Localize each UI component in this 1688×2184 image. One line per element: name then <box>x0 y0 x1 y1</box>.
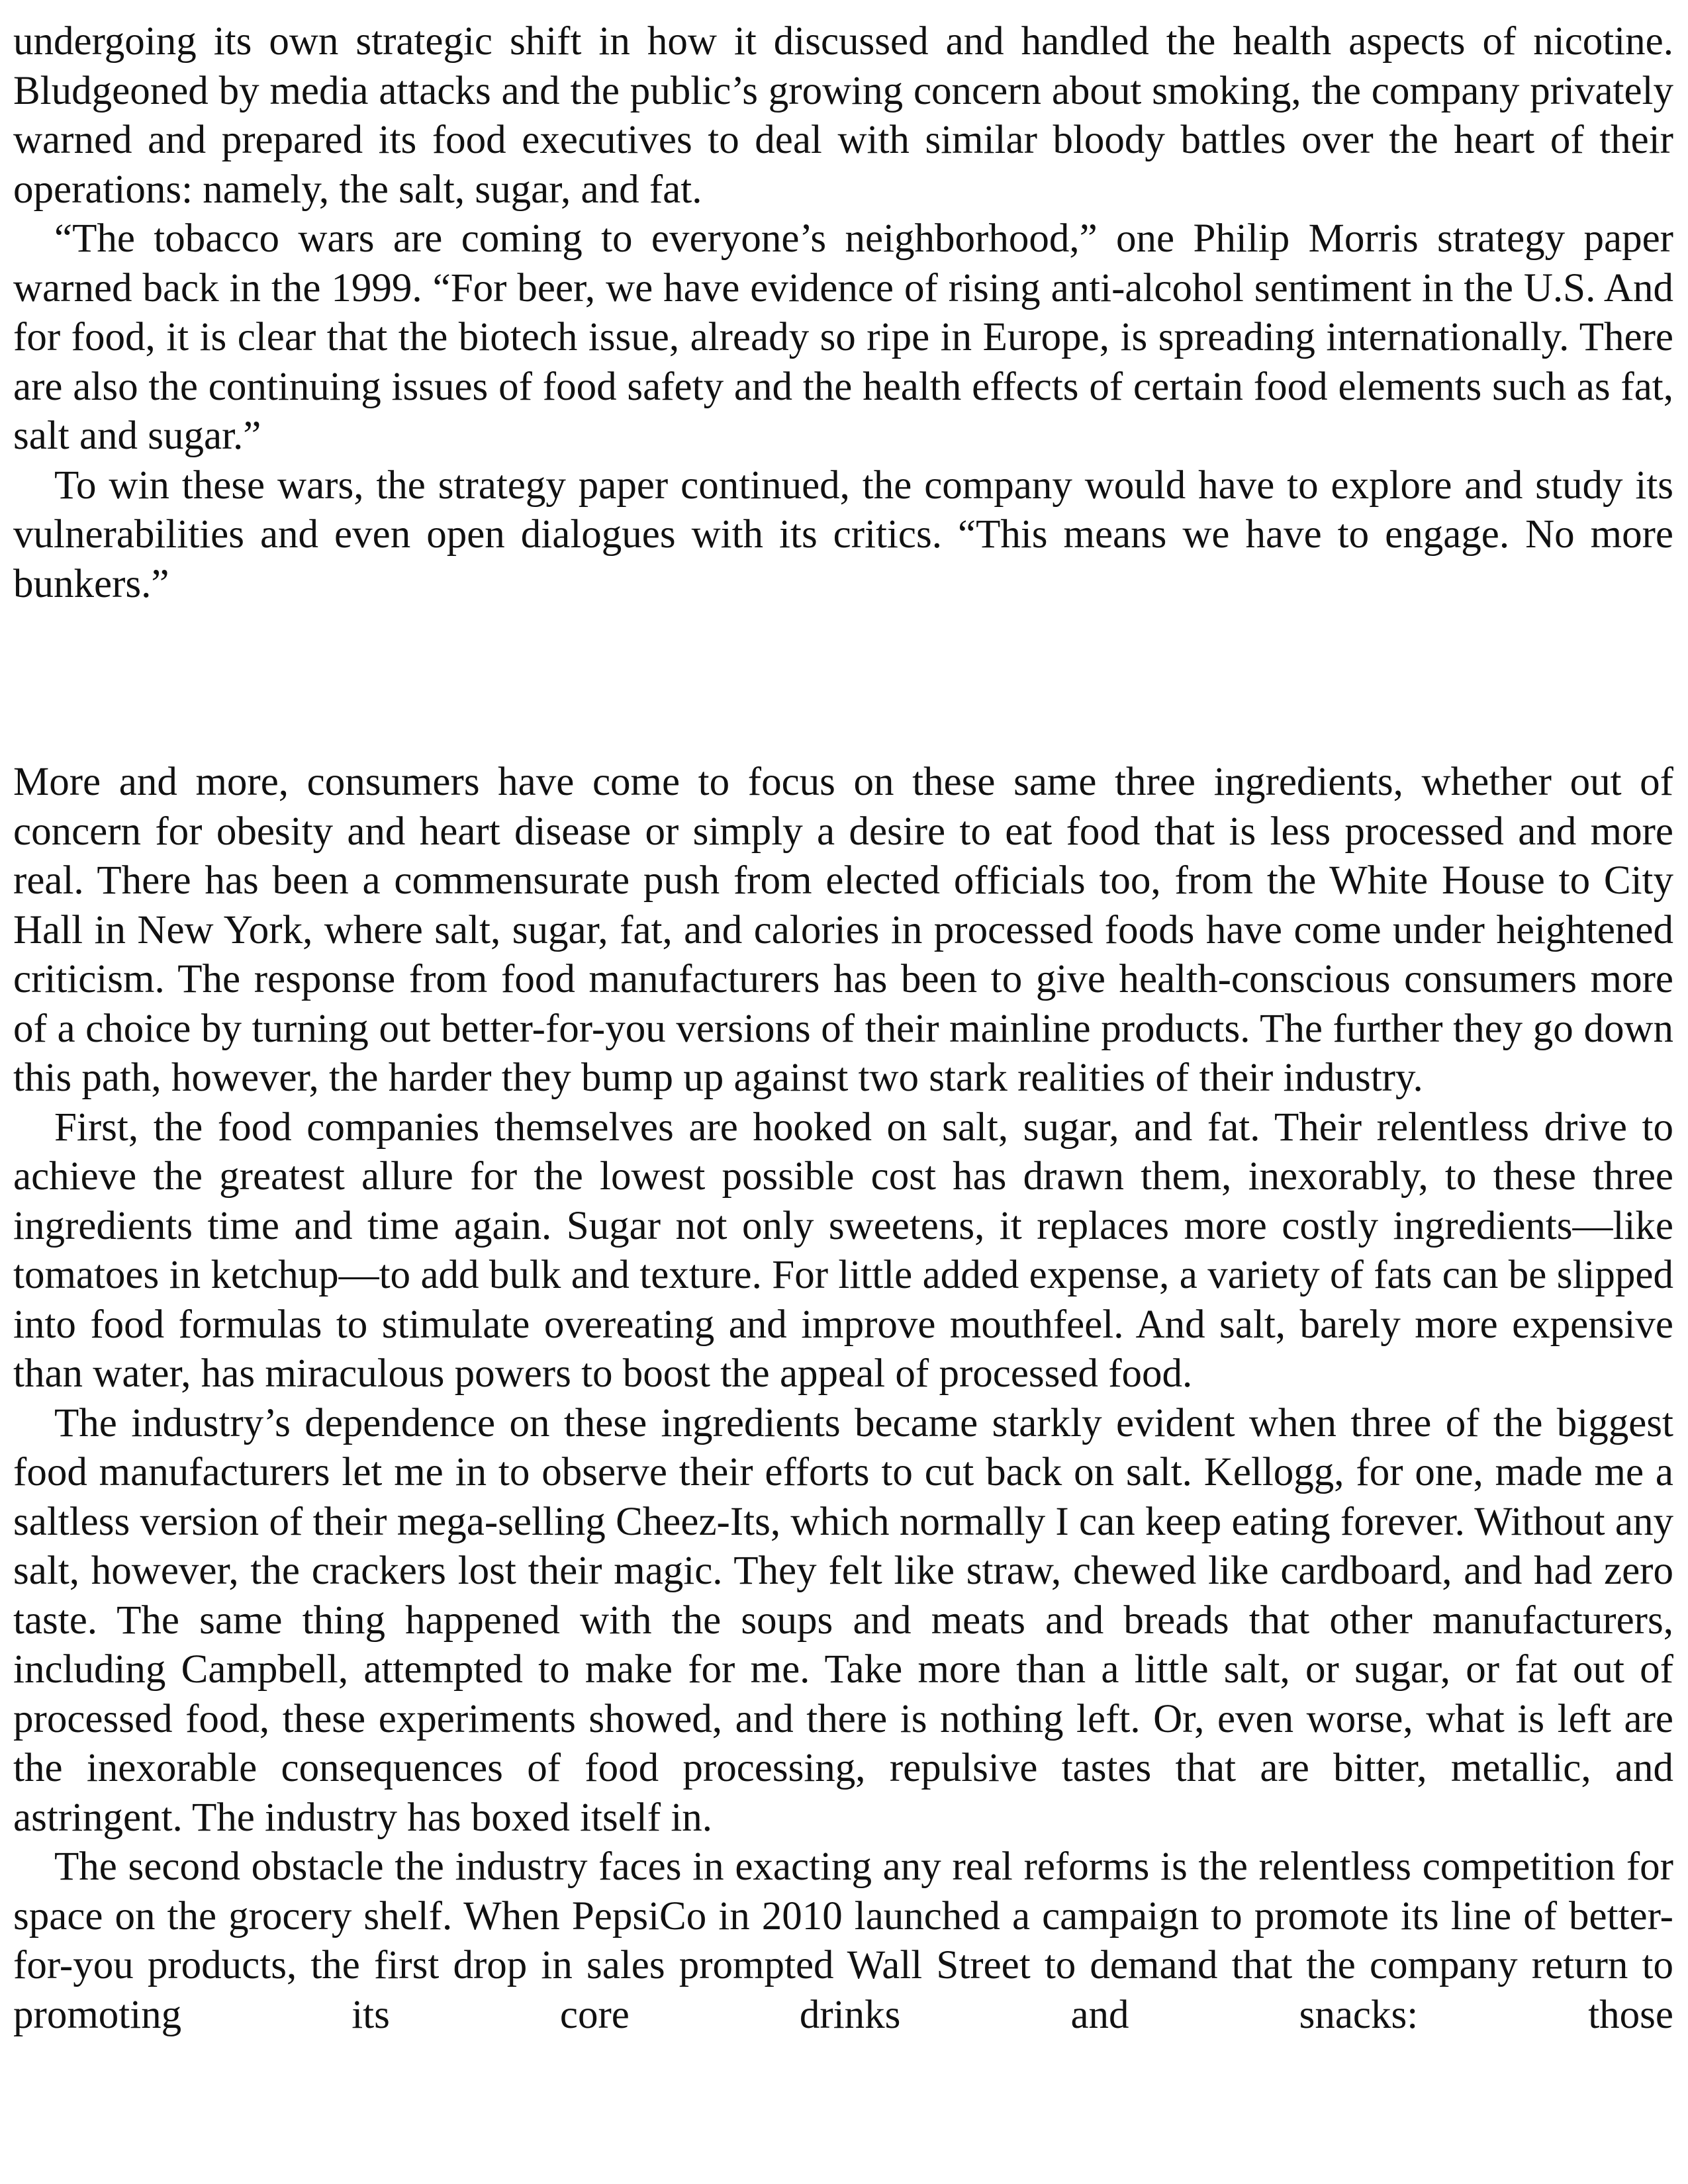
paragraph: The industry’s dependence on these ingredients became starkly evident when three of the biggest food manufacturers let me in to observe their efforts to cut back on salt. Kellogg, for one, made me a saltless version of their mega-selling Cheez-Its, which normally I can keep eating forever. Without any salt, however, the crackers lost their magic. They felt like straw, chewed like cardboard, and had zero taste. The same thing happened with the soups and meats and breads that other manufacturers, including Campbell, attempted to make for me. Take more than a little salt, or sugar, or fat out of processed food, these experiments showed, and there is nothing left. Or, even worse, what is left are the inexorable consequences of food processing, repulsive tastes that are bitter, metallic, and astringent. The industry has boxed itself in. <box>13 1400 1673 1840</box>
paragraph: undergoing its own strategic shift in how it discussed and handled the health aspects of nicotine. Bludgeoned by media attacks and the public’s growing concern about smoking, the company privately warned and prepared its food executives to deal with similar bloody battles over the heart of their operations: namely, the salt, sugar, and fat. <box>13 19 1673 212</box>
text-section-1 <box>13 17 1673 609</box>
book-page <box>13 17 1673 2175</box>
paragraph: To win these wars, the strategy paper continued, the company would have to explore and study its vulnerabilities and even open dialogues with its critics. “This means we have to engage. No more bunkers.” <box>13 463 1673 606</box>
paragraph: More and more, consumers have come to focus on these same three ingredients, whether out of concern for obesity and heart disease or simply a desire to eat food that is less processed and more real. There has been a commensurate push from elected officials too, from the White House to City Hall in New York, where salt, sugar, fat, and calories in processed foods have come under heightened criticism. The response from food manufacturers has been to give health-conscious consumers more of a choice by turning out better-for-you versions of their mainline products. The further they go down this path, however, the harder they bump up against two stark realities of their industry. <box>13 760 1673 1100</box>
paragraph: “The tobacco wars are coming to everyone’s neighborhood,” one Philip Morris strategy paper warned back in the 1999. “For beer, we have evidence of rising anti-alcohol sentiment in the U.S. And for food, it is clear that the biotech issue, already so ripe in Europe, is spreading internationally. There are also the continuing issues of food safety and the health effects of certain food elements such as fat, salt and sugar.” <box>13 216 1673 458</box>
text-section-2 <box>13 758 1673 2040</box>
section-break <box>13 609 1673 758</box>
paragraph: First, the food companies themselves are hooked on salt, sugar, and fat. Their relentless drive to achieve the greatest allure for the lowest possible cost has drawn them, inexorably, to these three ingredients time and time again. Sugar not only sweetens, it replaces more costly ingredients—like tomatoes in ketchup—to add bulk and texture. For little added expense, a variety of fats can be slipped into food formulas to stimulate overeating and improve mouthfeel. And salt, barely more expensive than water, has miraculous powers to boost the appeal of processed food. <box>13 1105 1673 1396</box>
paragraph: The second obstacle the industry faces in exacting any real reforms is the relentless competition for space on the grocery shelf. When PepsiCo in 2010 launched a campaign to promote its line of better-for-you products, the first drop in sales prompted Wall Street to demand that the company return to promoting its core drinks and snacks: those <box>13 1844 1673 2037</box>
